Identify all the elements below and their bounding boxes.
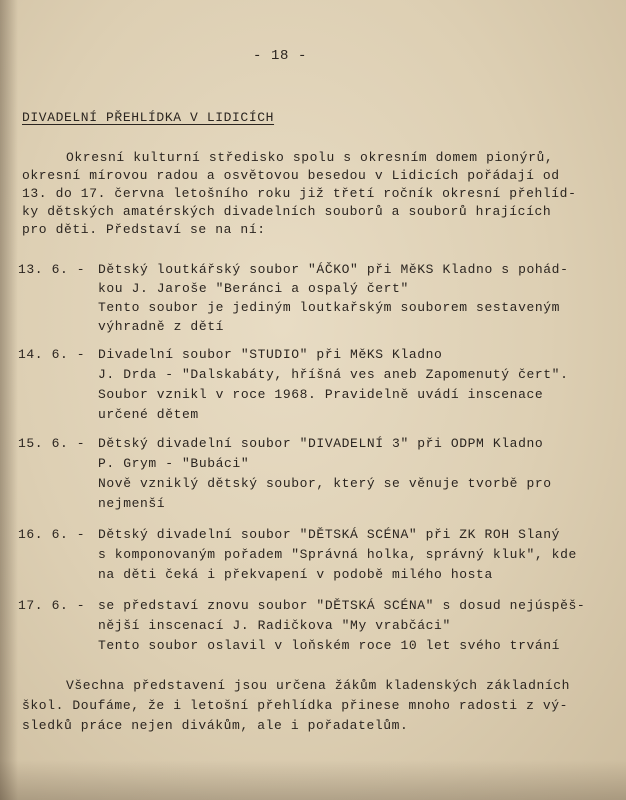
entry-line: P. Grym - "Bubáci" [98, 456, 250, 471]
entry-line: Dětský divadelní soubor "DĚTSKÁ SCÉNA" při ZK ROH Slaný [98, 527, 561, 542]
intro-line: Okresní kulturní středisko spolu s okresním domem pionýrů, [66, 150, 554, 165]
entry-date: 14. 6. - [18, 347, 86, 362]
closing-line: Všechna představení jsou určena žákům kladenských základních [66, 678, 571, 693]
intro-line: ky dětských amatérských divadelních souborů a souborů hrajících [22, 204, 552, 219]
entry-date: 15. 6. - [18, 436, 86, 451]
entry-date: 16. 6. - [18, 527, 86, 542]
intro-line: 13. do 17. června letošního roku již třetí ročník okresní přehlíd- [22, 186, 577, 201]
entry-line: Divadelní soubor "STUDIO" při MěKS Kladno [98, 347, 443, 362]
section-heading: DIVADELNÍ PŘEHLÍDKA V LIDICÍCH [22, 110, 275, 125]
closing-line: sledků práce nejen divákům, ale i pořadatelům. [22, 718, 409, 733]
entry-date: 17. 6. - [18, 598, 86, 613]
entry-line: J. Drda - "Dalskabáty, hříšná ves aneb Zapomenutý čert". [98, 367, 569, 382]
entry-line: Tento soubor oslavil v loňském roce 10 let svého trvání [98, 638, 561, 653]
intro-line: pro děti. Představí se na ní: [22, 222, 266, 237]
entry-line: Soubor vznikl v roce 1968. Pravidelně uvádí inscenace [98, 387, 544, 402]
closing-line: škol. Doufáme, že i letošní přehlídka přinese mnoho radosti z vý- [22, 698, 569, 713]
entry-line: kou J. Jaroše "Beránci a ospalý čert" [98, 281, 409, 296]
entry-line: nější inscenací J. Radičkova "My vrabčáci" [98, 618, 451, 633]
entry-line: na děti čeká i překvapení v podobě milého hosta [98, 567, 493, 582]
entry-line: Dětský divadelní soubor "DIVADELNÍ 3" při ODPM Kladno [98, 436, 544, 451]
page-number: - 18 - [253, 48, 308, 64]
entry-line: výhradně z dětí [98, 319, 225, 334]
entry-line: určené dětem [98, 407, 199, 422]
entry-line: Nově vzniklý dětský soubor, který se věnuje tvorbě pro [98, 476, 552, 491]
entry-date: 13. 6. - [18, 262, 86, 277]
entry-line: se představí znovu soubor "DĚTSKÁ SCÉNA" s dosud nejúspěš- [98, 598, 586, 613]
page-edge-shadow [0, 0, 18, 800]
intro-line: okresní mírovou radou a osvětovou besedou v Lidicích pořádají od [22, 168, 560, 183]
entry-line: Tento soubor je jediným loutkařským souborem sestaveným [98, 300, 561, 315]
entry-line: nejmenší [98, 496, 166, 511]
entry-line: s komponovaným pořadem "Správná holka, správný kluk", kde [98, 547, 577, 562]
entry-line: Dětský loutkářský soubor "ÁČKO" při MěKS Kladno s pohád- [98, 262, 569, 277]
page-bottom-shadow [0, 760, 626, 800]
